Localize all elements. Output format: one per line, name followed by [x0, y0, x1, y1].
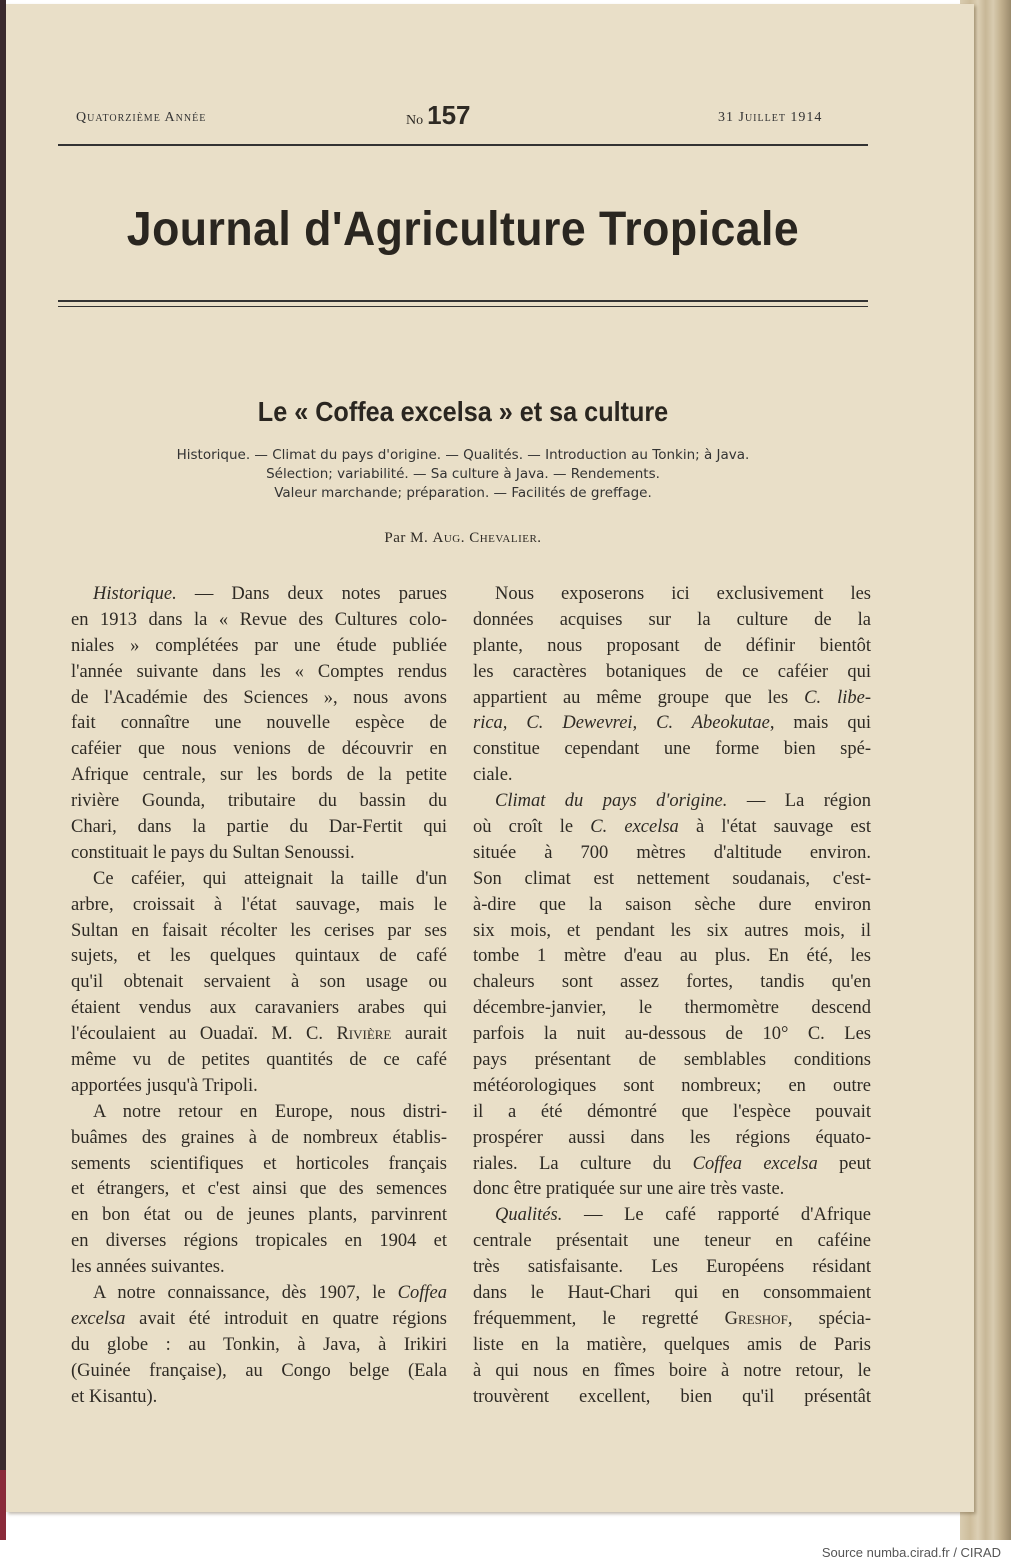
text-line — [71, 789, 447, 815]
text-line — [473, 1074, 871, 1100]
text-segment: à qui nous en fîmes boire à notre retour, le — [473, 1360, 871, 1381]
text-segment: étaient vendus aux caravaniers arabes qui — [71, 998, 447, 1019]
text-line — [71, 1255, 447, 1281]
italic-text: excelsa — [71, 1308, 126, 1329]
text-segment: Nous exposerons ici exclusivement les — [495, 584, 871, 604]
text-segment: à l'état sauvage est — [678, 817, 871, 838]
italic-text: C. libe- — [804, 687, 871, 708]
page — [6, 4, 974, 1512]
text-segment: donc être pratiquée sur une aire très vaste. — [473, 1179, 785, 1200]
text-line — [473, 893, 871, 919]
text-segment: dans le Haut-Chari qui en consommaient — [473, 1283, 871, 1304]
text-line — [71, 686, 447, 712]
text-segment: Afrique centrale, sur les bords de la petite — [71, 765, 447, 786]
text-line — [473, 841, 871, 867]
italic-text: rica, C. Dewevrei, C. Abeokutae — [473, 713, 770, 734]
text-segment: (Guinée française), au Congo belge (Eala — [71, 1360, 447, 1381]
text-segment: l'écoulaient au Ouadaï. M. C. — [71, 1024, 337, 1045]
text-line — [473, 1307, 871, 1333]
text-line — [473, 970, 871, 996]
text-segment: où croît le — [473, 817, 591, 838]
text-line — [71, 970, 447, 996]
text-line — [71, 711, 447, 737]
text-segment: données acquises sur la culture de la — [473, 609, 871, 630]
text-line — [71, 893, 447, 919]
text-segment: Sultan en faisait récolter les cerises par ses — [71, 920, 447, 941]
text-line — [473, 996, 871, 1022]
header-date: 31 Juillet 1914 — [718, 110, 823, 125]
text-segment: arbre, croissait à l'état sauvage, mais le — [71, 894, 447, 915]
text-line — [473, 789, 871, 815]
text-line — [71, 1177, 447, 1203]
text-segment: chaleurs sont assez fortes, tandis qu'en — [473, 972, 871, 993]
text-line — [473, 1281, 871, 1307]
text-line — [473, 1333, 871, 1359]
text-segment: , mais qui — [769, 713, 871, 734]
text-segment: en bon état ou de jeunes plants, parvinrent — [71, 1205, 447, 1226]
article-subtitle-line: Historique. — Climat du pays d'origine. — Qualités. — Introduction au Tonkin; à Java. — [176, 447, 750, 463]
text-segment: en 1913 dans la « Revue des Cultures colo- — [71, 609, 447, 630]
article-subtitle-line: Valeur marchande; préparation. — Facilités de greffage. — [274, 485, 652, 501]
header-issue-number — [406, 100, 471, 131]
text-line — [71, 634, 447, 660]
column-right — [473, 582, 871, 1411]
text-segment: qu'il obtenait servaient à son usage ou — [71, 972, 447, 993]
text-line — [473, 763, 871, 789]
text-segment: appartient au même groupe que les — [473, 687, 805, 708]
text-segment: , spécia- — [787, 1308, 871, 1329]
text-line — [71, 1152, 447, 1178]
italic-text: Coffea excelsa — [692, 1153, 818, 1174]
byline-prefix: Par M. — [384, 530, 429, 546]
text-segment: apportées jusqu'à Tripoli. — [71, 1075, 258, 1096]
text-line — [71, 582, 447, 608]
text-line — [473, 1359, 871, 1385]
text-line — [71, 1203, 447, 1229]
source-credit: Source numba.cirad.fr / CIRAD — [821, 1545, 1001, 1560]
italic-text: Qualités. — [495, 1205, 563, 1226]
text-line — [473, 1126, 871, 1152]
text-line — [473, 1203, 871, 1229]
small-caps-name: Greshof — [724, 1308, 788, 1329]
text-segment: Son climat est nettement soudanais, c'est- — [473, 868, 871, 889]
text-segment: avait été introduit en quatre régions — [125, 1308, 447, 1329]
text-segment: aurait — [391, 1024, 447, 1045]
text-segment: même vu de petites quantités de ce café — [71, 1050, 447, 1071]
text-segment: constituait le pays du Sultan Senoussi. — [71, 842, 355, 863]
text-segment: parfois la nuit au-dessous de 10° C. Les — [473, 1024, 871, 1045]
text-line — [473, 919, 871, 945]
italic-text: Climat du pays d'origine. — [495, 791, 728, 812]
text-segment: sujets, et les quelques quintaux de café — [71, 946, 447, 967]
text-segment: fait connaître une nouvelle espèce de — [71, 713, 447, 734]
text-line — [71, 1281, 447, 1307]
text-segment: l'année suivante dans les « Comptes rendus — [71, 661, 447, 682]
text-line — [473, 1048, 871, 1074]
text-segment: et étrangers, et c'est ainsi que des semences — [71, 1179, 447, 1200]
text-segment: A notre retour en Europe, nous distri- — [93, 1101, 447, 1122]
text-line — [71, 1074, 447, 1100]
text-line — [71, 996, 447, 1022]
article-subtitle-line: Sélection; variabilité. — Sa culture à Java. — Rendements. — [266, 466, 660, 482]
text-segment: il a été démontré que l'espèce pouvait — [473, 1101, 871, 1122]
text-segment: caféier que nous venions de découvrir en — [71, 739, 447, 760]
text-line — [473, 867, 871, 893]
title-rule-top — [58, 300, 868, 302]
text-line — [473, 634, 871, 660]
text-line — [71, 867, 447, 893]
text-line — [473, 660, 871, 686]
text-line — [473, 1152, 871, 1178]
text-line — [473, 1100, 871, 1126]
text-line — [71, 815, 447, 841]
issue-prefix: No — [406, 113, 424, 128]
text-segment: les caractères botaniques de ce caféier qui — [473, 661, 871, 682]
header-rule — [58, 144, 868, 146]
header-year: Quatorzième Année — [76, 110, 207, 125]
text-segment: sements scientifiques et horticoles français — [71, 1153, 447, 1174]
text-segment: centrale présentait une teneur en caféine — [473, 1231, 871, 1252]
column-left — [71, 582, 447, 1411]
text-line — [71, 1100, 447, 1126]
text-line — [473, 686, 871, 712]
journal-title: Journal d'Agriculture Tropicale — [126, 203, 800, 256]
text-segment: décembre-janvier, le thermomètre descend — [473, 998, 871, 1019]
text-line — [473, 1229, 871, 1255]
text-segment: niales » complétées par une étude publiée — [71, 635, 447, 656]
text-line — [473, 711, 871, 737]
text-line — [473, 1022, 871, 1048]
text-segment: en diverses régions tropicales en 1904 et — [71, 1231, 447, 1252]
text-line — [473, 1255, 871, 1281]
text-line — [473, 1177, 871, 1203]
text-line — [71, 1307, 447, 1333]
text-segment: liste en la matière, quelques amis de Paris — [473, 1334, 871, 1355]
text-segment: pays présentant de semblables conditions — [473, 1050, 871, 1071]
text-segment: fréquemment, le regretté — [473, 1308, 725, 1329]
italic-text: Historique. — [93, 584, 177, 604]
text-segment: plante, nous proposant de définir bientôt — [473, 635, 871, 656]
text-segment: riales. La culture du — [473, 1153, 693, 1174]
italic-text: Coffea — [397, 1283, 447, 1304]
text-segment: — Dans deux notes parues — [176, 584, 447, 604]
article-title: Le « Coffea excelsa » et sa culture — [257, 396, 669, 427]
text-line — [71, 1048, 447, 1074]
byline — [6, 530, 920, 547]
text-segment: peut — [817, 1153, 872, 1174]
text-segment: du globe : au Tonkin, à Java, à Irikiri — [71, 1334, 447, 1355]
text-segment: Chari, dans la partie du Dar-Fertit qui — [71, 817, 447, 838]
small-caps-name: Rivière — [336, 1024, 392, 1045]
issue-number: 157 — [427, 100, 471, 130]
text-segment: prospérer aussi dans les régions équato- — [473, 1127, 871, 1148]
text-line — [71, 1359, 447, 1385]
text-segment: Ce caféier, qui atteignait la taille d'un — [93, 868, 447, 889]
text-line — [71, 608, 447, 634]
italic-text: C. excelsa — [590, 817, 679, 838]
text-segment: située à 700 mètres d'altitude environ. — [473, 842, 871, 863]
text-line — [473, 582, 871, 608]
text-segment: les années suivantes. — [71, 1257, 225, 1278]
text-segment: constitue cependant une forme bien spé- — [473, 739, 871, 760]
text-line — [71, 841, 447, 867]
text-line — [71, 1229, 447, 1255]
text-segment: très satisfaisante. Les Européens résidant — [473, 1257, 871, 1278]
author-name: Aug. Chevalier. — [432, 530, 542, 546]
text-line — [71, 763, 447, 789]
text-line — [71, 1126, 447, 1152]
text-segment: de l'Académie des Sciences », nous avons — [71, 687, 447, 708]
text-segment: tombe 1 mètre d'eau au plus. En été, les — [473, 946, 871, 967]
text-line — [473, 608, 871, 634]
text-line — [71, 1385, 447, 1411]
text-line — [473, 1385, 871, 1411]
text-segment: trouvèrent excellent, bien qu'il présentât — [473, 1386, 871, 1407]
text-line — [71, 1022, 447, 1048]
text-segment: six mois, et pendant les six autres mois, il — [473, 920, 871, 941]
text-segment: ciale. — [473, 765, 513, 786]
text-line — [71, 660, 447, 686]
text-segment: à-dire que la saison sèche dure environ — [473, 894, 871, 915]
text-line — [473, 815, 871, 841]
text-segment: rivière Gounda, tributaire du bassin du — [71, 791, 447, 812]
text-line — [71, 919, 447, 945]
text-segment: A notre connaissance, dès 1907, le — [93, 1283, 398, 1304]
text-line — [473, 944, 871, 970]
text-segment: buâmes des graines à de nombreux établis- — [71, 1127, 447, 1148]
text-segment: météorologiques sont nombreux; en outre — [473, 1075, 871, 1096]
text-line — [473, 737, 871, 763]
text-line — [71, 1333, 447, 1359]
text-segment: et Kisantu). — [71, 1386, 158, 1407]
text-segment: — La région — [727, 791, 871, 812]
title-rule-bottom — [58, 306, 868, 307]
text-line — [71, 737, 447, 763]
text-segment: — Le café rapporté d'Afrique — [562, 1205, 871, 1226]
text-line — [71, 944, 447, 970]
